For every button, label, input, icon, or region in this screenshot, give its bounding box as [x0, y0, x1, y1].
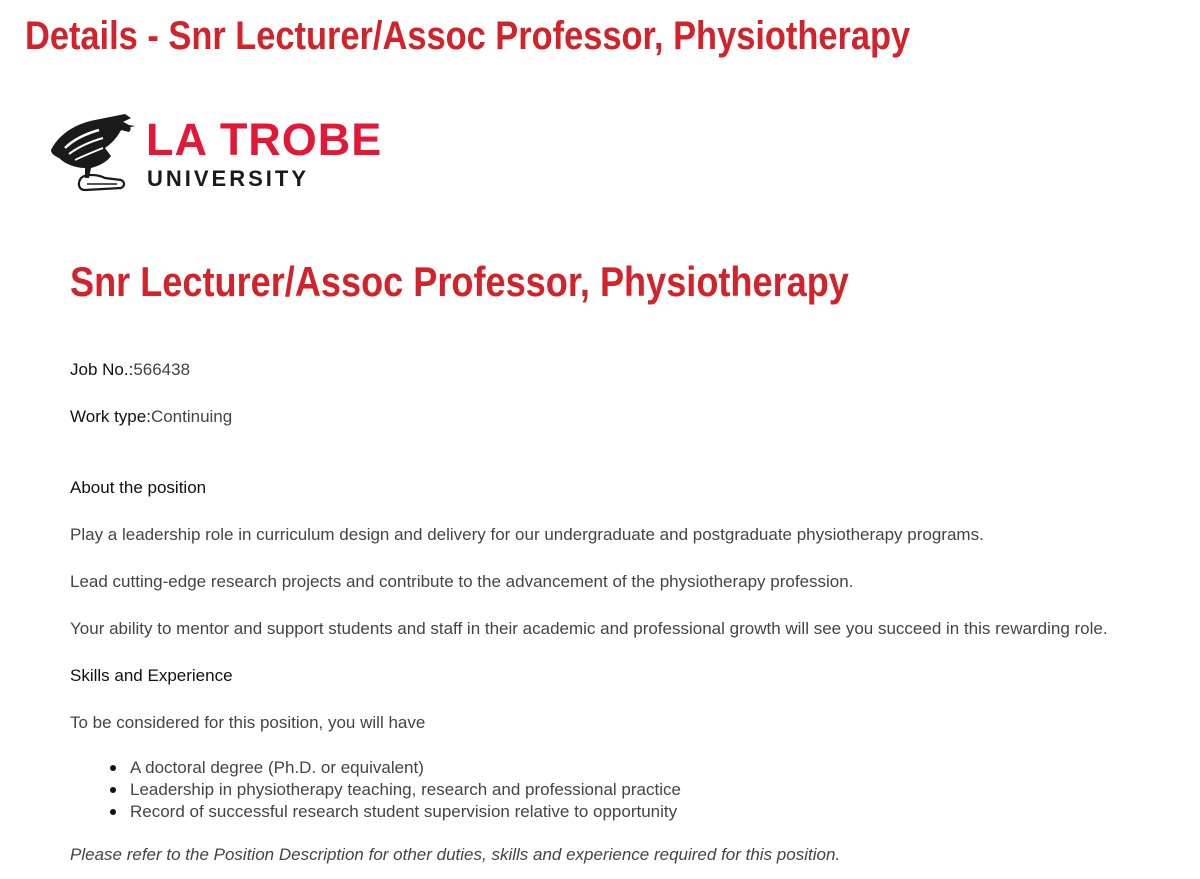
skills-intro: To be considered for this position, you will have — [70, 713, 426, 732]
about-paragraph: Your ability to mentor and support students and staff in their academic and professional growth will see you succeed in this rewarding role. — [70, 619, 1108, 638]
eagle-icon — [45, 112, 137, 196]
list-item: A doctoral degree (Ph.D. or equivalent) — [130, 757, 681, 779]
about-paragraph: Play a leadership role in curriculum design and delivery for our undergraduate and postgraduate physiotherapy programs. — [70, 525, 984, 544]
page-title: Details - Snr Lecturer/Assoc Professor, Physiotherapy — [25, 14, 911, 58]
about-heading: About the position — [70, 478, 207, 497]
about-paragraph: Lead cutting-edge research projects and contribute to the advancement of the physiotherapy profession. — [70, 572, 854, 591]
job-number-row — [70, 359, 190, 381]
skills-list — [70, 757, 681, 823]
job-number-label: Job No.: — [70, 360, 134, 379]
work-type-value: Continuing — [150, 407, 233, 426]
position-description-note: Please refer to the Position Description for other duties, skills and experience required for this position. — [70, 845, 841, 864]
logo-subtitle: UNIVERSITY — [147, 166, 310, 191]
skills-heading: Skills and Experience — [70, 666, 233, 685]
la-trobe-logo — [45, 112, 395, 198]
work-type-row — [70, 406, 232, 428]
job-number-value: 566438 — [133, 360, 191, 379]
work-type-label: Work type: — [70, 407, 151, 426]
list-item: Leadership in physiotherapy teaching, research and professional practice — [130, 780, 681, 799]
logo-wordmark: LA TROBE — [146, 114, 383, 165]
list-item: Record of successful research student supervision relative to opportunity — [130, 801, 681, 823]
job-title: Snr Lecturer/Assoc Professor, Physiotherapy — [70, 258, 849, 305]
